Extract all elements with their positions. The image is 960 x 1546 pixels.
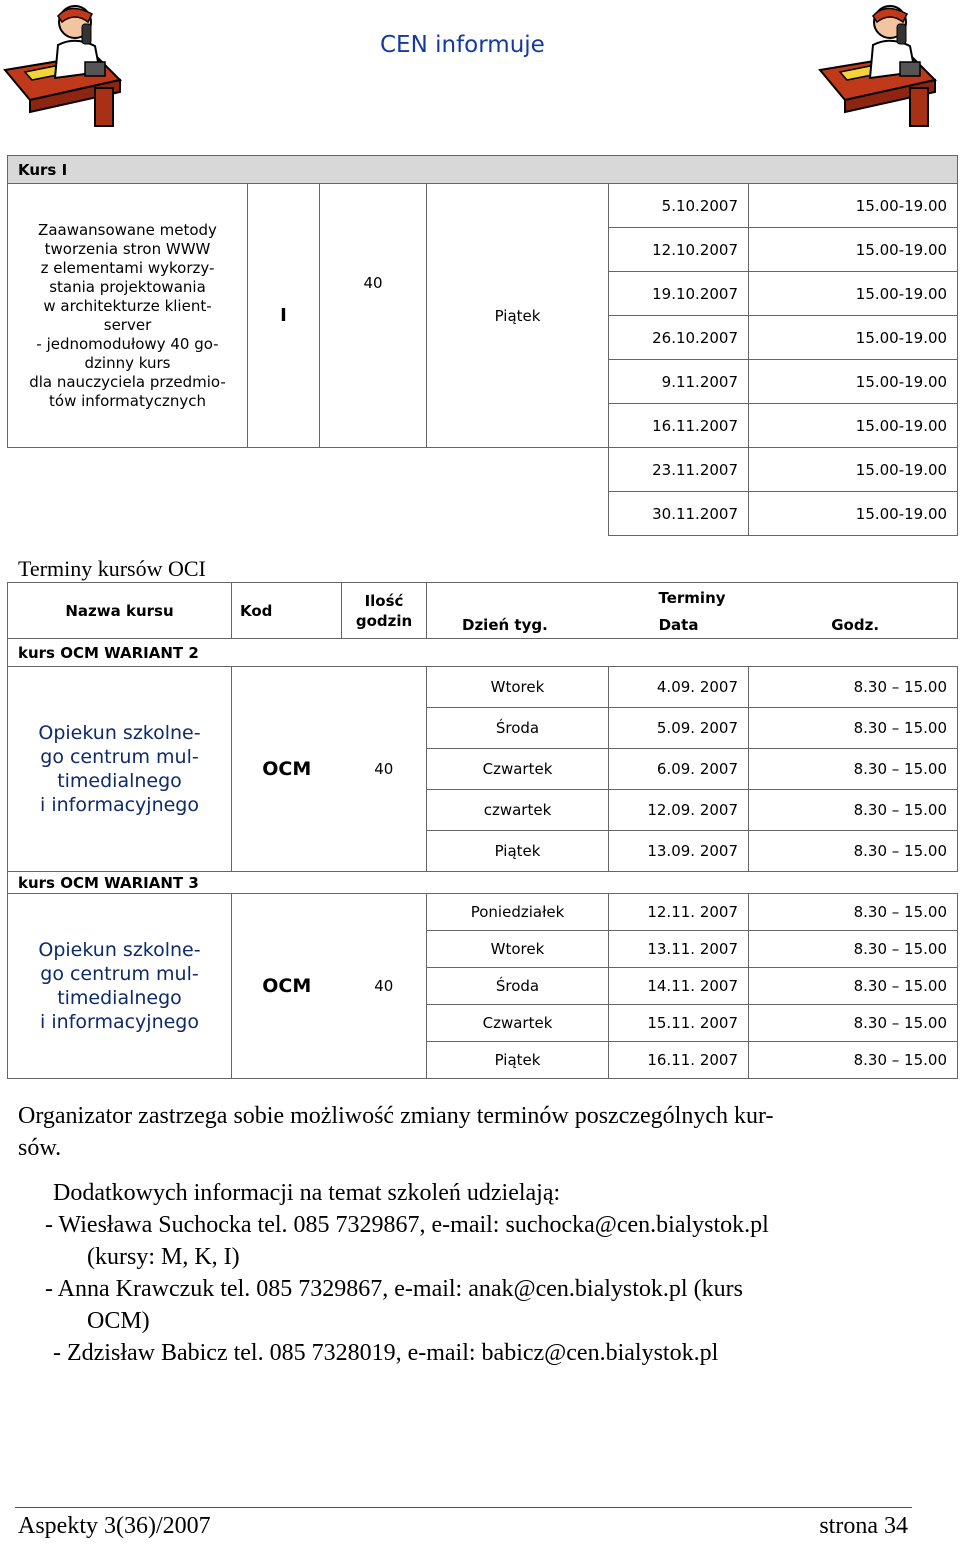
phone-desk-clipart-left — [0, 0, 130, 130]
oci-header-date: Data — [658, 615, 699, 634]
variant2-day: Piątek — [427, 831, 609, 872]
variant3-day: Czwartek — [427, 1005, 609, 1042]
footer-divider — [15, 1507, 912, 1508]
variant2-day: Czwartek — [427, 749, 609, 790]
kurs-i-time: 15.00-19.00 — [749, 316, 958, 360]
variant3-date: 16.11. 2007 — [609, 1042, 749, 1079]
page-header-title: CEN informuje — [380, 32, 545, 58]
variant3-label-fill — [232, 872, 958, 894]
oci-header-time: Godz. — [831, 615, 880, 634]
variant2-label: kurs OCM WARIANT 2 — [8, 639, 232, 667]
variant2-date: 12.09. 2007 — [609, 790, 749, 831]
oci-header-day: Dzień tyg. — [462, 615, 548, 634]
kurs-i-day: Piątek — [427, 184, 609, 448]
variant2-time: 8.30 – 15.00 — [749, 790, 958, 831]
kurs-i-date: 30.11.2007 — [609, 492, 749, 536]
kurs-i-time: 15.00-19.00 — [749, 492, 958, 536]
oci-section-title: Terminy kursów OCI — [18, 556, 206, 581]
kurs-i-code: I — [248, 184, 320, 448]
kurs-i-date: 19.10.2007 — [609, 272, 749, 316]
footer-page-number: strona 34 — [819, 1513, 908, 1539]
kurs-i-date: 23.11.2007 — [609, 448, 749, 492]
variant3-code: OCM — [232, 894, 342, 1079]
oci-header-terms-label: Terminy — [658, 588, 726, 607]
variant3-day: Wtorek — [427, 931, 609, 968]
variant3-time: 8.30 – 15.00 — [749, 894, 958, 931]
oci-header-name: Nazwa kursu — [8, 583, 232, 639]
variant2-hours: 40 — [342, 667, 427, 872]
organizer-note-line1: Organizator zastrzega sobie możliwość zmiany terminów poszczególnych kur- — [18, 1103, 774, 1129]
oci-header-terms — [427, 583, 958, 639]
footer-publication: Aspekty 3(36)/2007 — [18, 1513, 211, 1539]
variant2-course-name: Opiekun szkolne- go centrum mul- timedialnego i informacyjnego — [8, 667, 232, 872]
contact-suchocka: - Wiesława Suchocka tel. 085 7329867, e-mail: suchocka@cen.bialystok.pl — [45, 1212, 769, 1238]
contacts-section — [45, 1177, 945, 1369]
variant3-date: 14.11. 2007 — [609, 968, 749, 1005]
contact-suchocka-courses: (kursy: M, K, I) — [87, 1244, 240, 1270]
organizer-note-line2: sów. — [18, 1135, 62, 1161]
variant3-time: 8.30 – 15.00 — [749, 1042, 958, 1079]
variant2-time: 8.30 – 15.00 — [749, 667, 958, 708]
variant2-code: OCM — [232, 667, 342, 872]
contact-krawczuk-courses: OCM) — [87, 1308, 150, 1334]
variant2-day: Środa — [427, 708, 609, 749]
variant2-time: 8.30 – 15.00 — [749, 708, 958, 749]
variant3-time: 8.30 – 15.00 — [749, 968, 958, 1005]
kurs-i-time: 15.00-19.00 — [749, 360, 958, 404]
variant3-date: 15.11. 2007 — [609, 1005, 749, 1042]
variant3-day: Piątek — [427, 1042, 609, 1079]
kurs-i-title: Zaawansowane metody tworzenia stron WWW z elementami wykorzy- stania projektowania w architekturze klient- server - jednomodułowy 40 go- dzinny kurs dla nauczyciela przedmio- tów informatycznych — [8, 184, 248, 448]
kurs-i-hours: 40 — [320, 184, 427, 448]
variant2-label-fill — [232, 639, 958, 667]
kurs-i-date: 26.10.2007 — [609, 316, 749, 360]
variant2-date: 6.09. 2007 — [609, 749, 749, 790]
variant3-time: 8.30 – 15.00 — [749, 931, 958, 968]
kurs-i-time: 15.00-19.00 — [749, 448, 958, 492]
kurs-i-time: 15.00-19.00 — [749, 404, 958, 448]
notes-section — [18, 1100, 938, 1164]
variant2-day: czwartek — [427, 790, 609, 831]
variant2-date: 13.09. 2007 — [609, 831, 749, 872]
kurs-i-date: 16.11.2007 — [609, 404, 749, 448]
variant3-date: 13.11. 2007 — [609, 931, 749, 968]
variant3-time: 8.30 – 15.00 — [749, 1005, 958, 1042]
variant3-day: Środa — [427, 968, 609, 1005]
kurs-i-date: 12.10.2007 — [609, 228, 749, 272]
variant2-time: 8.30 – 15.00 — [749, 831, 958, 872]
info-intro: Dodatkowych informacji na temat szkoleń udzielają: — [53, 1180, 561, 1206]
variant2-time: 8.30 – 15.00 — [749, 749, 958, 790]
phone-desk-clipart-right — [815, 0, 945, 130]
variant3-date: 12.11. 2007 — [609, 894, 749, 931]
oci-header-code: Kod — [232, 583, 342, 639]
kurs-i-empty-cell — [8, 492, 609, 536]
kurs-i-empty-cell — [8, 448, 609, 492]
kurs-i-table — [7, 155, 958, 536]
variant3-label: kurs OCM WARIANT 3 — [8, 872, 232, 894]
kurs-i-time: 15.00-19.00 — [749, 184, 958, 228]
variant2-date: 4.09. 2007 — [609, 667, 749, 708]
kurs-i-time: 15.00-19.00 — [749, 228, 958, 272]
kurs-i-header: Kurs I — [8, 156, 958, 184]
oci-header-hours: Ilość godzin — [342, 583, 427, 639]
kurs-i-date: 5.10.2007 — [609, 184, 749, 228]
kurs-i-date: 9.11.2007 — [609, 360, 749, 404]
contact-krawczuk: - Anna Krawczuk tel. 085 7329867, e-mail: anak@cen.bialystok.pl (kurs — [45, 1276, 743, 1302]
variant3-day: Poniedziałek — [427, 894, 609, 931]
variant3-hours: 40 — [342, 894, 427, 1079]
oci-table — [7, 582, 958, 1079]
variant2-day: Wtorek — [427, 667, 609, 708]
variant3-course-name: Opiekun szkolne- go centrum mul- timedialnego i informacyjnego — [8, 894, 232, 1079]
variant2-date: 5.09. 2007 — [609, 708, 749, 749]
kurs-i-time: 15.00-19.00 — [749, 272, 958, 316]
contact-babicz: - Zdzisław Babicz tel. 085 7328019, e-mail: babicz@cen.bialystok.pl — [53, 1340, 719, 1366]
